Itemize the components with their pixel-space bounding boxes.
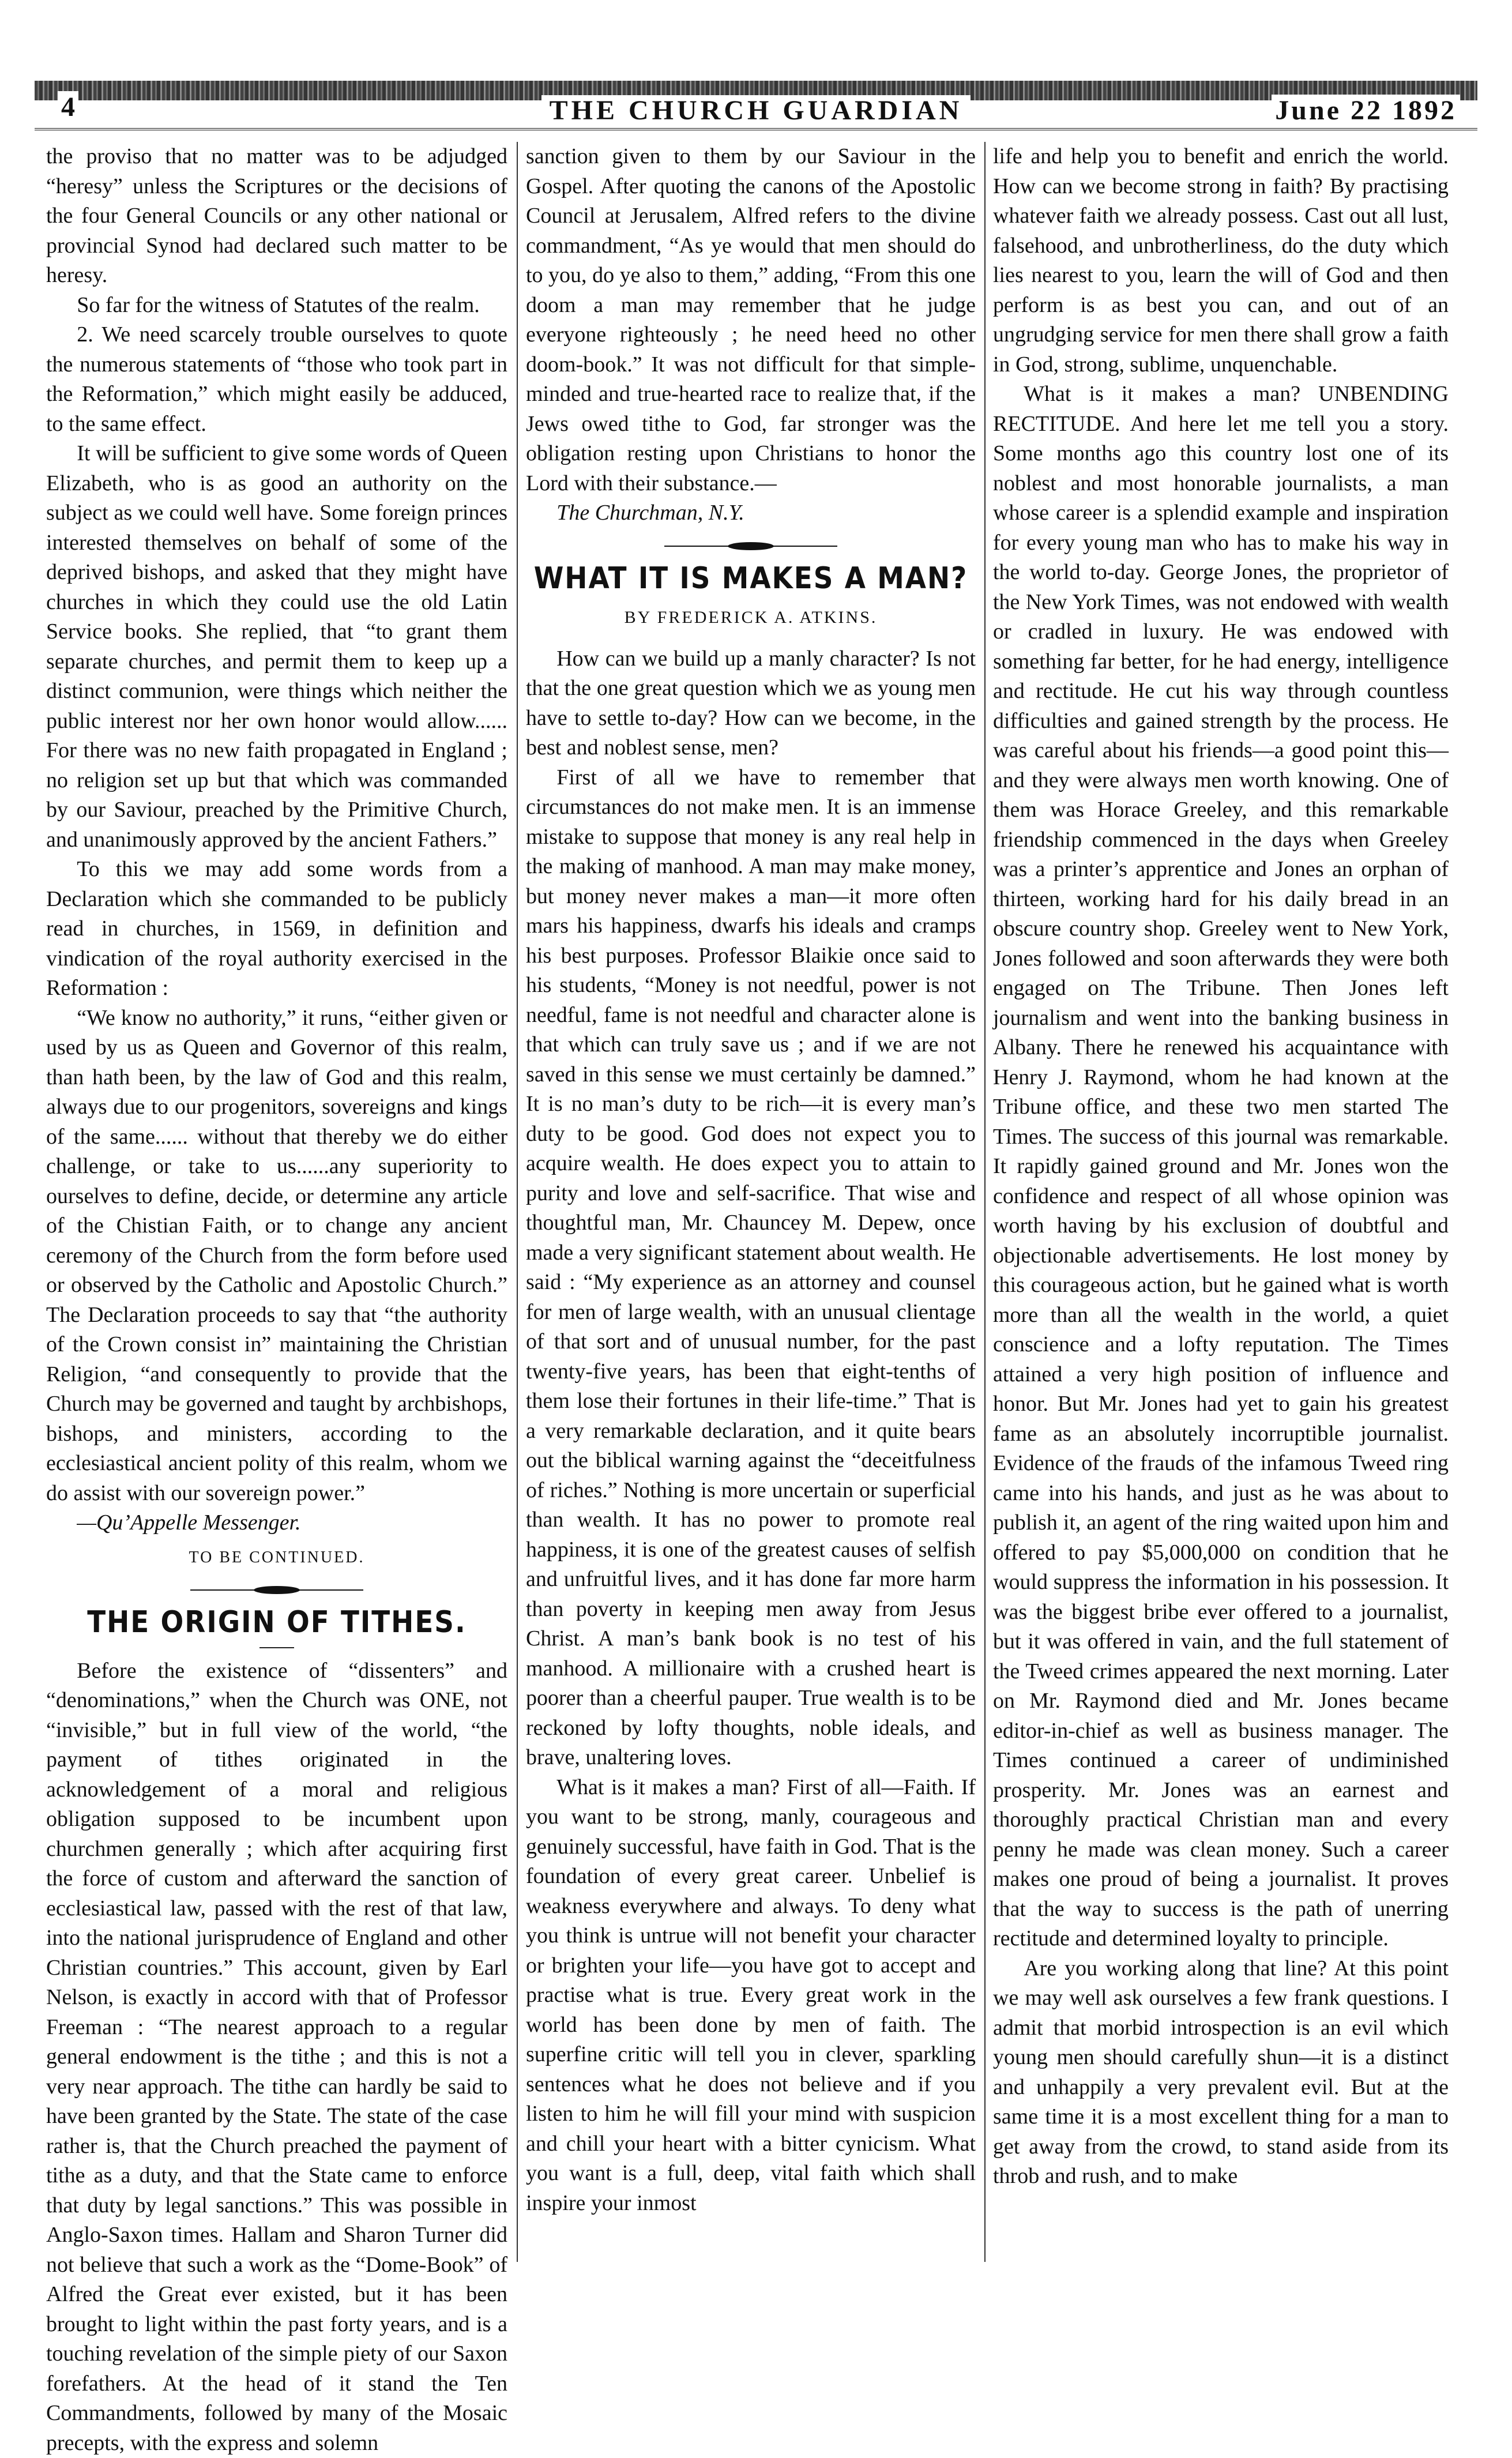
heading-rule [259,1647,294,1648]
attribution: —Qu’Appelle Messenger. [46,1508,507,1538]
article-heading: THE ORIGIN OF TITHES. [46,1608,507,1638]
paragraph: So far for the witness of Statutes of the realm. [46,291,507,321]
issue-date: June 22 1892 [1272,95,1460,126]
paragraph: Before the existence of “dissenters” and “denominations,” when the Church was ONE, not “invisible,” but in full view of the world, “the payment of tithes originated in the acknowledgement of a moral and religious obligation supposed to be incumbent upon churchmen generally ; which after acquiring first the force of custom and afterward the sanction of ecclesiastical law, passed with the rest of that law, into the national jurisprudence of England and other Christian countries.” This account, given by Earl Nelson, is exactly in accord with that of Professor Freeman : “The nearest approach to a regular general endowment is the tithe ; and this is not a very near approach. The tithe can hardly be said to have been granted by the State. The state of the case rather is, that the Church preached the payment of tithe as a duty, and that the State came to enforce that duty by legal sanctions.” This was possible in Anglo-Saxon times. Hallam and Sharon Turner did not believe that such a work as the “Dome-Book” of Alfred the Great ever existed, but it has been brought to light within the past forty years, and is a touching revelation of the simple piety of our Saxon forefathers. At the head of it stand the Ten Commandments, followed by many of the Mosaic precepts, with the express and solemn [46,1656,507,2458]
paragraph: “We know no authority,” it runs, “either given or used by us as Queen and Governor of this realm, than hath been, by the law of God and this realm, always due to our progenitors, sovereigns and kings of the same...... without that thereby we do either challenge, or take to us......any superiority to ourselves to define, decide, or determine any article of the Chistian Faith, or to change any ancient ceremony of the Church from the form before used or observed by the Catholic and Apostolic Church.” The Declaration proceeds to say that “the authority of the Crown consist in” maintaining the Christian Religion, “and consequently to provide that the Church may be governed and taught by archbishops, bishops, and ministers, according to the ecclesiastical ancient polity of this realm, whom we do assist with our sovereign power.” [46,1004,507,1509]
paragraph: the proviso that no matter was to be adjudged “heresy” unless the Scriptures or the decisions of the four General Councils or any other national or provincial Synod had declared such matter to be heresy. [46,142,507,291]
paragraph: It will be sufficient to give some words of Queen Elizabeth, who is as good an authority on the subject as we could well have. Some foreign princes interested themselves on behalf of some of the deprived bishops, and asked that they might have churches in which they could use the old Latin Service books. She replied, that “to grant them separate churches, and permit them to keep up a distinct communion, were things which neither the public interest nor her own honor would allow...... For there was no new faith propagated in England ; no religion set up but that which was commanded by our Saviour, preached by the Primitive Church, and unanimously approved by the ancient Fathers.” [46,439,507,855]
column-divider [984,142,986,2262]
paragraph: life and help you to benefit and enrich the world. How can we become strong in faith? By practising whatever faith we already possess. Cast out all lust, falsehood, and unbrotherliness, do the duty which lies nearest to you, learn the will of God and then perform is as best you can, and out of an ungrudging service for men there shall grow a faith in God, strong, sublime, unquenchable. [993,142,1449,379]
column-2 [526,142,976,2268]
masthead [35,69,1477,133]
paragraph: sanction given to them by our Saviour in the Gospel. After quoting the canons of the Apostolic Council at Jerusalem, Alfred refers to the divine commandment, “As ye would that men should do to you, do ye also to them,” adding, “From this one doom a man may remember that he judge everyone righteously ; he need heed no other doom-book.” It was not difficult for that simple-minded and true-hearted race to realize that, if the Jews owed tithe to God, far stronger was the obligation resting upon Christians to honor the Lord with their substance.— [526,142,976,498]
newspaper-title: THE CHURCH GUARDIAN [541,95,971,126]
to-be-continued: TO BE CONTINUED. [46,1543,507,1573]
column-divider [517,142,518,2262]
paragraph: How can we build up a manly character? Is not that the one great question which we as young men have to settle to-day? How can we become, in the best and noblest sense, men? [526,644,976,763]
byline: BY FREDERICK A. ATKINS. [526,603,976,633]
paragraph: What is it makes a man? First of all—Faith. If you want to be strong, manly, courageous and genuinely successful, have faith in God. That is the foundation of every great career. Unbelief is weakness everywhere and always. To deny what you think is untrue will not benefit your character or brighten your life—you have got to accept and practise what is true. Every great work in the world has been done by men of faith. The superfine critic will tell you in clever, sparkling sentences what he does not believe and if you listen to him he will fill your mind with suspicion and chill your heart with a bitter cynicism. What you want is a full, deep, vital faith which shall inspire your inmost [526,1773,976,2219]
column-3 [993,142,1449,2268]
newspaper-title-wrap [35,95,1477,126]
paragraph: First of all we have to remember that circumstances do not make men. It is an immense mistake to suppose that money is any real help in the making of manhood. A man may make money, but money never makes a man—it more often mars his happiness, dwarfs his ideals and cramps his best purposes. Professor Blaikie once said to his students, “Money is not needful, power is not needful, fame is not needful and character alone is that which can truly save us ; and if we are not saved in this sense we must certainly be damned.” It is no man’s duty to be rich—it is every man’s duty to be good. God does not expect you to acquire wealth. He does expect you to attain to purity and love and self-sacrifice. That wise and thoughtful man, Mr. Chauncey M. Depew, once made a very significant statement about wealth. He said : “My experience as an attorney and counsel for men of large wealth, with an unusual clientage of that sort and of unusual number, for the past twenty-five years, has been that eight-tenths of them lose their fortunes in their life-time.” That is a very remarkable declaration, and it quite bears out the biblical warning against the “deceitfulness of riches.” Nothing is more uncertain or superficial than wealth. It has no power to promote real happiness, it is one of the greatest causes of selfish and unfruitful lives, and it has done far more harm than poverty in keeping men away from Jesus Christ. A man’s bank book is no test of his manhood. A millionaire with a crushed heart is poorer than a cheerful pauper. True wealth is to be reckoned by lofty thoughts, noble ideals, and brave, unaltering loves. [526,763,976,1773]
column-1 [46,142,507,2268]
section-ornament [190,1585,363,1595]
paragraph: 2. We need scarcely trouble ourselves to quote the numerous statements of “those who took part in the Reformation,” which might easily be adduced, to the same effect. [46,320,507,439]
article-heading: WHAT IT IS MAKES A MAN? [526,564,976,594]
paragraph: To this we may add some words from a Declaration which she commanded to be publicly read in churches, in 1569, in definition and vindication of the royal authority exercised in the Reformation : [46,855,507,1004]
masthead-rule [35,128,1477,130]
page-number: 4 [58,91,78,123]
paragraph: Are you working along that line? At this point we may well ask ourselves a few frank questions. I admit that morbid introspection is an evil which young men should carefully shun—it is a distinct and unhappily a very prevalent evil. But at the same time it is a most excellent thing for a man to get away from the crowd, to stand aside from its throb and rush, and to make [993,1954,1449,2192]
section-ornament [664,541,837,551]
attribution: The Churchman, N.Y. [526,498,976,528]
paragraph: What is it makes a man? UNBENDING RECTITUDE. And here let me tell you a story. Some months ago this country lost one of its noblest and most honorable journalists, a man whose career is a splendid example and inspiration for every young man who has to make his way in the world to-day. George Jones, the proprietor of the New York Times, was not endowed with wealth or cradled in luxury. He was endowed with something far better, for he had energy, intelligence and rectitude. He cut his way through countless difficulties and gained strength by the process. He was careful about his friends—a good point this—and they were always men worth knowing. One of them was Horace Greeley, and this remarkable friendship commenced in the days when Greeley was a printer’s apprentice and Jones an orphan of thirteen, working hard for his daily bread in an obscure country shop. Greeley went to New York, Jones followed and soon afterwards they were both engaged on The Tribune. Then Jones left journalism and went into the banking business in Albany. There he renewed his acquaintance with Henry J. Raymond, whom he had known at the Tribune office, and these two men started The Times. The success of this journal was remarkable. It rapidly gained ground and Mr. Jones won the confidence and respect of all whose opinion was worth having by his exclusion of doubtful and objectionable advertisements. He lost money by this courageous action, but he gained what is worth more than all the wealth in the world, a quiet conscience and a lofty reputation. The Times attained a very high position of influence and honor. But Mr. Jones had yet to gain his greatest fame as an absolutely incorruptible journalist. Evidence of the frauds of the infamous Tweed ring came into his hands, and just as he was about to publish it, an agent of the ring waited upon him and offered to pay $5,000,000 on condition that he would suppress the information in his possession. It was the biggest bribe ever offered to a journalist, but it was offered in vain, and the full statement of the Tweed crimes appeared the next morning. Later on Mr. Raymond died and Mr. Jones became editor-in-chief as well as business manager. The Times continued a career of undiminished prosperity. Mr. Jones was an earnest and thoroughly practical Christian man and every penny he made was clean money. Such a career makes one proud of being a journalist. It proves that the way to success is the path of unerring rectitude and determined loyalty to principle. [993,379,1449,1954]
